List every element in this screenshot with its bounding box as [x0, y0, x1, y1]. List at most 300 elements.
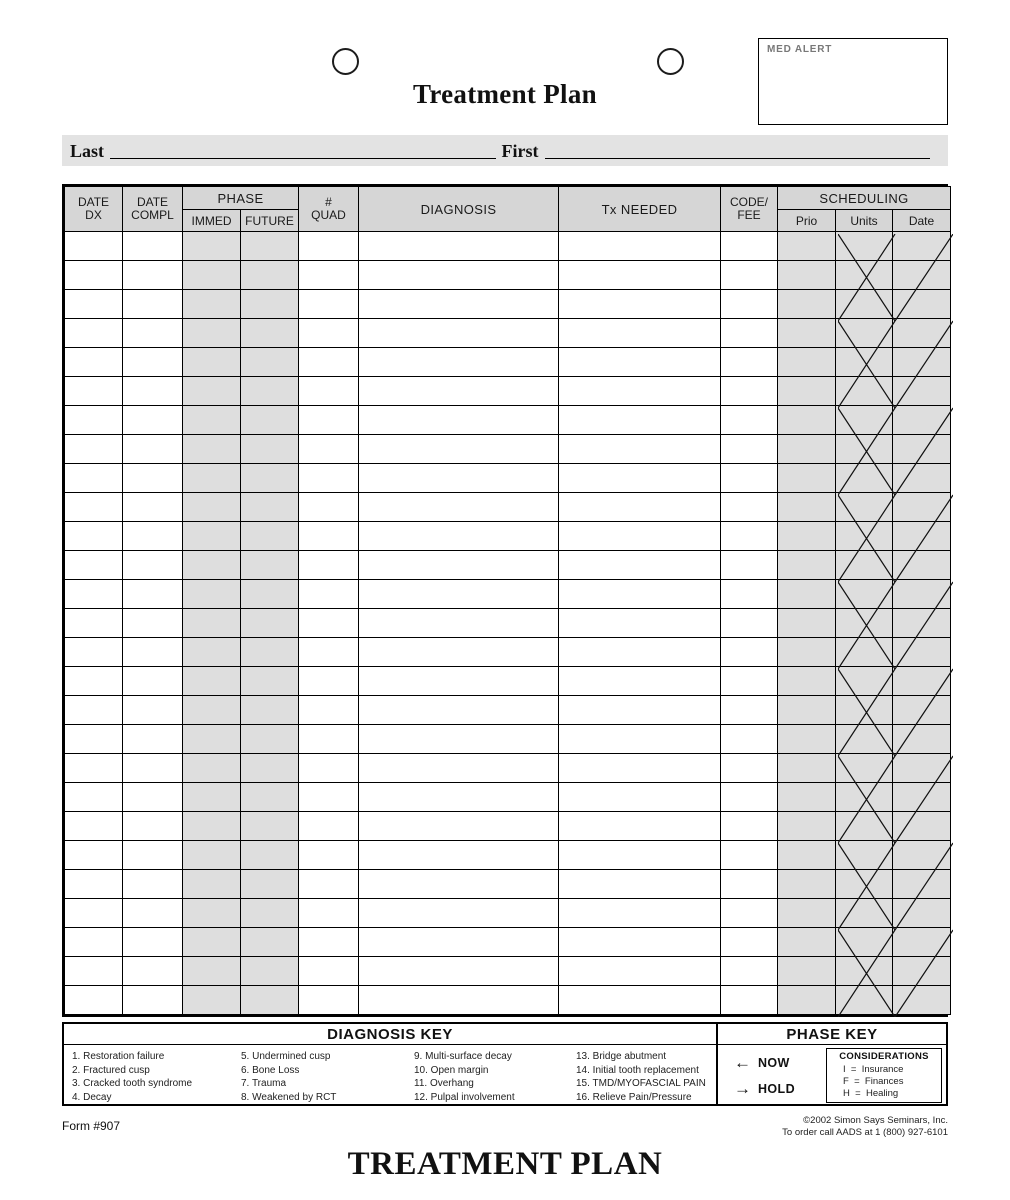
cell-quad [299, 580, 359, 609]
cell-date-dx [65, 232, 123, 261]
cell-future [241, 870, 299, 899]
cell-diagnosis [359, 841, 559, 870]
cell-prio [778, 638, 836, 667]
cell-prio [778, 261, 836, 290]
header-quad-line1: # [325, 194, 332, 209]
cell-code-fee [721, 928, 778, 957]
table-row [65, 812, 951, 841]
header-tx-needed: Tx NEEDED [559, 187, 721, 232]
cell-diagnosis [359, 464, 559, 493]
hold-row [734, 1080, 822, 1097]
cell-date [893, 319, 951, 348]
cell-date [893, 435, 951, 464]
cell-date-compl [123, 696, 183, 725]
cell-future [241, 232, 299, 261]
table-row [65, 232, 951, 261]
cell-quad [299, 319, 359, 348]
cell-tx-needed [559, 435, 721, 464]
plan-table-body [65, 232, 951, 1015]
cell-tx-needed [559, 580, 721, 609]
cell-date-dx [65, 261, 123, 290]
table-row [65, 725, 951, 754]
cell-immed [183, 696, 241, 725]
diagnosis-key-item: 10. Open margin [414, 1064, 489, 1076]
cell-prio [778, 406, 836, 435]
cell-prio [778, 580, 836, 609]
cell-date-compl [123, 841, 183, 870]
cell-date-dx [65, 638, 123, 667]
cell-immed [183, 290, 241, 319]
cell-prio [778, 464, 836, 493]
cell-tx-needed [559, 377, 721, 406]
cell-date-compl [123, 464, 183, 493]
cell-quad [299, 899, 359, 928]
table-row [65, 261, 951, 290]
cell-diagnosis [359, 232, 559, 261]
cell-units [836, 870, 893, 899]
footer-publisher-block [782, 1115, 948, 1139]
cell-immed [183, 899, 241, 928]
cell-future [241, 464, 299, 493]
cell-tx-needed [559, 783, 721, 812]
cell-date [893, 493, 951, 522]
cell-units [836, 957, 893, 986]
cell-date-dx [65, 667, 123, 696]
cell-units [836, 580, 893, 609]
cell-date [893, 899, 951, 928]
form-number: Form #907 [62, 1119, 121, 1133]
cell-immed [183, 783, 241, 812]
diagnosis-key-item: 11. Overhang [414, 1078, 474, 1089]
consideration-item: I = Insurance [843, 1064, 904, 1075]
cell-date-compl [123, 319, 183, 348]
cell-diagnosis [359, 725, 559, 754]
cell-date-dx [65, 493, 123, 522]
cell-future [241, 522, 299, 551]
cell-code-fee [721, 580, 778, 609]
diagnosis-key-column-1 [72, 1050, 241, 1104]
table-row [65, 667, 951, 696]
table-row [65, 290, 951, 319]
cell-date [893, 986, 951, 1015]
cell-date-dx [65, 290, 123, 319]
cell-immed [183, 377, 241, 406]
cell-future [241, 261, 299, 290]
cell-future [241, 812, 299, 841]
hold-label: HOLD [758, 1081, 796, 1096]
cell-immed [183, 493, 241, 522]
cell-prio [778, 783, 836, 812]
cell-tx-needed [559, 725, 721, 754]
cell-immed [183, 580, 241, 609]
cell-immed [183, 319, 241, 348]
cell-prio [778, 609, 836, 638]
cell-prio [778, 348, 836, 377]
cell-units [836, 522, 893, 551]
header-code-fee-line2: FEE [737, 208, 761, 222]
hole-punch-right-icon [657, 48, 684, 75]
cell-units [836, 406, 893, 435]
diagnosis-key-title: DIAGNOSIS KEY [64, 1024, 716, 1045]
cell-units [836, 638, 893, 667]
right-arrow-icon: → [734, 1079, 751, 1098]
considerations-title: CONSIDERATIONS [839, 1051, 929, 1062]
cell-quad [299, 609, 359, 638]
cell-date-compl [123, 609, 183, 638]
cell-diagnosis [359, 551, 559, 580]
cell-future [241, 754, 299, 783]
cell-immed [183, 261, 241, 290]
cell-units [836, 812, 893, 841]
cell-prio [778, 435, 836, 464]
cell-prio [778, 522, 836, 551]
cell-date-dx [65, 580, 123, 609]
cell-code-fee [721, 957, 778, 986]
cell-date-compl [123, 261, 183, 290]
cell-date-compl [123, 812, 183, 841]
cell-diagnosis [359, 261, 559, 290]
header-date-dx [65, 187, 123, 232]
cell-quad [299, 638, 359, 667]
diagnosis-key-item: 13. Bridge abutment [576, 1051, 667, 1062]
cell-date-compl [123, 783, 183, 812]
cell-diagnosis [359, 696, 559, 725]
considerations-box [826, 1048, 942, 1103]
cell-date-dx [65, 783, 123, 812]
bottom-title: TREATMENT PLAN [347, 1146, 663, 1182]
cell-prio [778, 812, 836, 841]
cell-tx-needed [559, 754, 721, 783]
cell-tx-needed [559, 464, 721, 493]
cell-date-compl [123, 551, 183, 580]
cell-code-fee [721, 609, 778, 638]
cell-immed [183, 754, 241, 783]
now-label: NOW [758, 1055, 790, 1070]
cell-code-fee [721, 638, 778, 667]
table-row [65, 580, 951, 609]
cell-units [836, 667, 893, 696]
cell-quad [299, 754, 359, 783]
cell-tx-needed [559, 870, 721, 899]
cell-code-fee [721, 493, 778, 522]
cell-tx-needed [559, 841, 721, 870]
cell-code-fee [721, 783, 778, 812]
cell-date [893, 957, 951, 986]
header-code-fee [721, 187, 778, 232]
diagnosis-key-item: 1. Restoration failure [72, 1051, 165, 1062]
cell-date [893, 812, 951, 841]
cell-quad [299, 232, 359, 261]
cell-immed [183, 725, 241, 754]
med-alert-box [758, 38, 948, 125]
cell-date [893, 406, 951, 435]
cell-tx-needed [559, 957, 721, 986]
table-row [65, 928, 951, 957]
cell-immed [183, 638, 241, 667]
table-row [65, 899, 951, 928]
cell-date [893, 551, 951, 580]
cell-tx-needed [559, 812, 721, 841]
cell-prio [778, 290, 836, 319]
cell-quad [299, 406, 359, 435]
table-row [65, 696, 951, 725]
cell-immed [183, 986, 241, 1015]
cell-immed [183, 348, 241, 377]
diagnosis-key-item: 8. Weakened by RCT [241, 1091, 337, 1103]
plan-table [62, 184, 948, 1017]
cell-date-compl [123, 348, 183, 377]
phase-key-title: PHASE KEY [718, 1024, 946, 1045]
cell-tx-needed [559, 609, 721, 638]
header-date-dx-line2: DX [85, 208, 102, 222]
cell-date-compl [123, 580, 183, 609]
cell-units [836, 232, 893, 261]
cell-date-compl [123, 986, 183, 1015]
cell-units [836, 435, 893, 464]
med-alert-label: MED ALERT [767, 44, 833, 55]
cell-future [241, 638, 299, 667]
cell-date-compl [123, 638, 183, 667]
cell-tx-needed [559, 493, 721, 522]
cell-date [893, 580, 951, 609]
first-label: First [501, 141, 539, 161]
cell-quad [299, 783, 359, 812]
cell-tx-needed [559, 406, 721, 435]
cell-units [836, 986, 893, 1015]
first-name-line [545, 157, 931, 159]
cell-future [241, 841, 299, 870]
table-row [65, 406, 951, 435]
cell-diagnosis [359, 319, 559, 348]
cell-date [893, 290, 951, 319]
cell-diagnosis [359, 580, 559, 609]
cell-immed [183, 841, 241, 870]
cell-immed [183, 609, 241, 638]
diagnosis-key-item: 14. Initial tooth replacement [576, 1064, 699, 1076]
cell-date-dx [65, 609, 123, 638]
cell-code-fee [721, 754, 778, 783]
cell-units [836, 841, 893, 870]
cell-units [836, 899, 893, 928]
cell-diagnosis [359, 290, 559, 319]
cell-diagnosis [359, 870, 559, 899]
cell-code-fee [721, 348, 778, 377]
cell-diagnosis [359, 348, 559, 377]
cell-diagnosis [359, 406, 559, 435]
cell-diagnosis [359, 638, 559, 667]
cell-code-fee [721, 232, 778, 261]
table-row [65, 464, 951, 493]
cell-date-compl [123, 754, 183, 783]
cell-quad [299, 493, 359, 522]
cell-date [893, 638, 951, 667]
cell-immed [183, 667, 241, 696]
cell-date-dx [65, 348, 123, 377]
cell-diagnosis [359, 667, 559, 696]
cell-immed [183, 812, 241, 841]
cell-tx-needed [559, 696, 721, 725]
cell-prio [778, 870, 836, 899]
cell-code-fee [721, 406, 778, 435]
cell-date-dx [65, 464, 123, 493]
cell-tx-needed [559, 638, 721, 667]
cell-quad [299, 348, 359, 377]
cell-diagnosis [359, 812, 559, 841]
diagnosis-key-item: 15. TMD/MYOFASCIAL PAIN [576, 1078, 706, 1089]
cell-future [241, 290, 299, 319]
cell-quad [299, 377, 359, 406]
cell-quad [299, 812, 359, 841]
cell-diagnosis [359, 493, 559, 522]
last-name-line [110, 157, 496, 159]
table-row [65, 754, 951, 783]
now-row [734, 1054, 822, 1071]
diagnosis-key-item: 5. Undermined cusp [241, 1051, 331, 1062]
cell-units [836, 609, 893, 638]
cell-quad [299, 957, 359, 986]
cell-date-dx [65, 696, 123, 725]
cell-date-compl [123, 232, 183, 261]
cell-date [893, 667, 951, 696]
cell-quad [299, 435, 359, 464]
keys-section [62, 1022, 948, 1106]
cell-diagnosis [359, 986, 559, 1015]
cell-prio [778, 986, 836, 1015]
diagnosis-key-column-3 [414, 1050, 576, 1104]
cell-diagnosis [359, 609, 559, 638]
cell-future [241, 580, 299, 609]
cell-quad [299, 261, 359, 290]
cell-units [836, 493, 893, 522]
cell-prio [778, 928, 836, 957]
left-arrow-icon: ← [734, 1053, 751, 1072]
cell-immed [183, 870, 241, 899]
cell-quad [299, 522, 359, 551]
table-row [65, 841, 951, 870]
table-row [65, 377, 951, 406]
diagnosis-key-item: 16. Relieve Pain/Pressure [576, 1091, 692, 1103]
cell-tx-needed [559, 348, 721, 377]
cell-tx-needed [559, 667, 721, 696]
cell-date-compl [123, 406, 183, 435]
cell-prio [778, 493, 836, 522]
cell-quad [299, 986, 359, 1015]
cell-code-fee [721, 290, 778, 319]
diagnosis-key-column-2 [241, 1050, 414, 1104]
cell-tx-needed [559, 522, 721, 551]
diagnosis-key-item: 3. Cracked tooth syndrome [72, 1078, 193, 1089]
cell-units [836, 928, 893, 957]
cell-code-fee [721, 899, 778, 928]
cell-immed [183, 435, 241, 464]
cell-date-dx [65, 754, 123, 783]
cell-date [893, 696, 951, 725]
cell-quad [299, 841, 359, 870]
cell-code-fee [721, 377, 778, 406]
cell-code-fee [721, 522, 778, 551]
cell-quad [299, 667, 359, 696]
cell-quad [299, 725, 359, 754]
cell-date-dx [65, 841, 123, 870]
cell-quad [299, 870, 359, 899]
cell-units [836, 290, 893, 319]
cell-date-dx [65, 870, 123, 899]
cell-future [241, 435, 299, 464]
cell-future [241, 609, 299, 638]
cell-code-fee [721, 261, 778, 290]
table-row [65, 435, 951, 464]
cell-tx-needed [559, 319, 721, 348]
cell-future [241, 406, 299, 435]
cell-diagnosis [359, 377, 559, 406]
cell-date [893, 348, 951, 377]
cell-units [836, 377, 893, 406]
table-row [65, 348, 951, 377]
cell-prio [778, 232, 836, 261]
diagnosis-key-item: 2. Fractured cusp [72, 1064, 150, 1076]
cell-units [836, 464, 893, 493]
cell-prio [778, 319, 836, 348]
cell-future [241, 986, 299, 1015]
consideration-item: H = Healing [843, 1088, 899, 1099]
cell-date-dx [65, 435, 123, 464]
cell-date-compl [123, 725, 183, 754]
footer-order-line: To order call AADS at 1 (800) 927-6101 [782, 1127, 948, 1138]
cell-future [241, 725, 299, 754]
cell-future [241, 667, 299, 696]
cell-date [893, 464, 951, 493]
cell-units [836, 725, 893, 754]
phase-key-body [718, 1045, 946, 1106]
cell-code-fee [721, 667, 778, 696]
cell-prio [778, 957, 836, 986]
header-code-fee-line1: CODE/ [730, 194, 769, 209]
cell-future [241, 551, 299, 580]
cell-future [241, 957, 299, 986]
table-row [65, 638, 951, 667]
cell-units [836, 348, 893, 377]
cell-code-fee [721, 435, 778, 464]
cell-diagnosis [359, 435, 559, 464]
cell-future [241, 493, 299, 522]
cell-future [241, 783, 299, 812]
cell-diagnosis [359, 957, 559, 986]
cell-date-compl [123, 957, 183, 986]
cell-units [836, 754, 893, 783]
cell-date [893, 522, 951, 551]
header-phase: PHASE [183, 187, 299, 210]
phase-key-box [718, 1024, 946, 1104]
header-date-compl-line2: COMPL [131, 208, 174, 222]
diagnosis-key-columns [64, 1045, 716, 1104]
cell-units [836, 551, 893, 580]
cell-diagnosis [359, 522, 559, 551]
cell-immed [183, 464, 241, 493]
cell-date [893, 754, 951, 783]
header-quad-line2: QUAD [311, 208, 346, 222]
diagnosis-key-item: 6. Bone Loss [241, 1064, 300, 1076]
header-date-compl-line1: DATE [136, 194, 169, 209]
header-future: FUTURE [241, 210, 299, 232]
diagnosis-key-column-4 [576, 1050, 716, 1104]
cell-date-dx [65, 899, 123, 928]
cell-prio [778, 696, 836, 725]
cell-code-fee [721, 696, 778, 725]
header-diagnosis: DIAGNOSIS [359, 187, 559, 232]
cell-diagnosis [359, 783, 559, 812]
cell-date-compl [123, 870, 183, 899]
cell-prio [778, 725, 836, 754]
